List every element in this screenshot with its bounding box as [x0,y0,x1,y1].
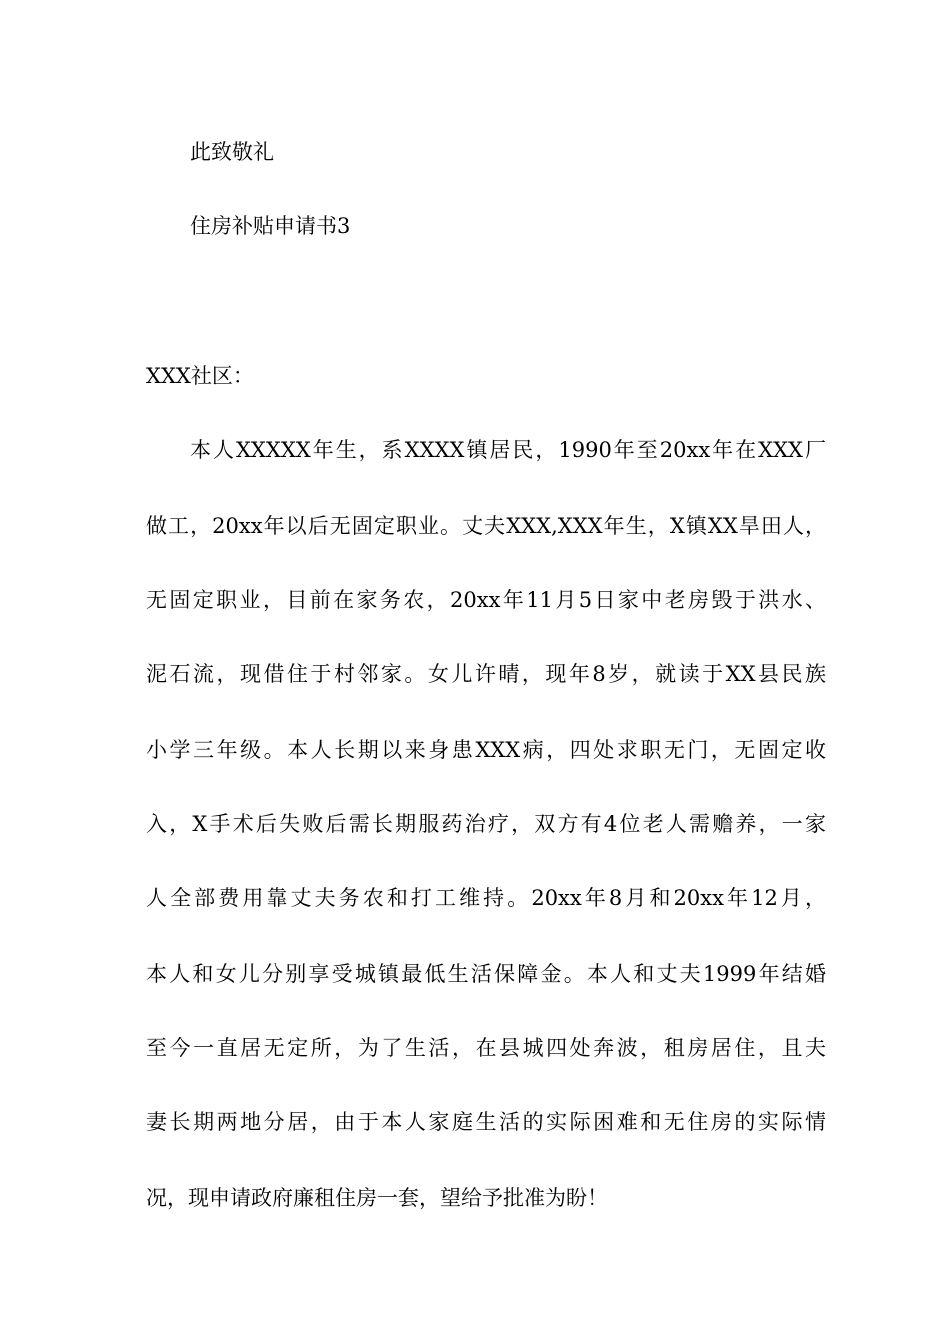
body-line: 泥石流，现借住于村邻家。女儿许晴，现年8岁，就读于XX县民族 [146,662,826,686]
body-line: 至今一直居无定所，为了生活，在县城四处奔波，租房居住，且夫 [146,1036,826,1060]
document-title: 住房补贴申请书3 [190,214,351,238]
body-line: 本人和女儿分别享受城镇最低生活保障金。本人和丈夫1999年结婚 [146,962,826,986]
body-line: 小学三年级。本人长期以来身患XXX病，四处求职无门，无固定收 [146,738,826,762]
body-line: 无固定职业，目前在家务农，20xx年11月5日家中老房毁于洪水、 [146,588,826,612]
body-line: 人全部费用靠丈夫务农和打工维持。20xx年8月和20xx年12月， [146,886,826,910]
salutation: XXX社区： [146,364,254,388]
body-line: 本人XXXXX年生，系XXXX镇居民，1990年至20xx年在XXX厂 [190,438,826,462]
body-line: 做工，20xx年以后无固定职业。丈夫XXX,XXX年生，X镇XX旱田人， [146,514,826,538]
body-line: 入，X手术后失败后需长期服药治疗，双方有4位老人需赡养，一家 [146,812,826,836]
closing-text: 此致敬礼 [190,140,274,164]
body-line: 况，现申请政府廉租住房一套，望给予批准为盼！ [146,1186,608,1210]
body-line: 妻长期两地分居，由于本人家庭生活的实际困难和无住房的实际情 [146,1110,826,1134]
